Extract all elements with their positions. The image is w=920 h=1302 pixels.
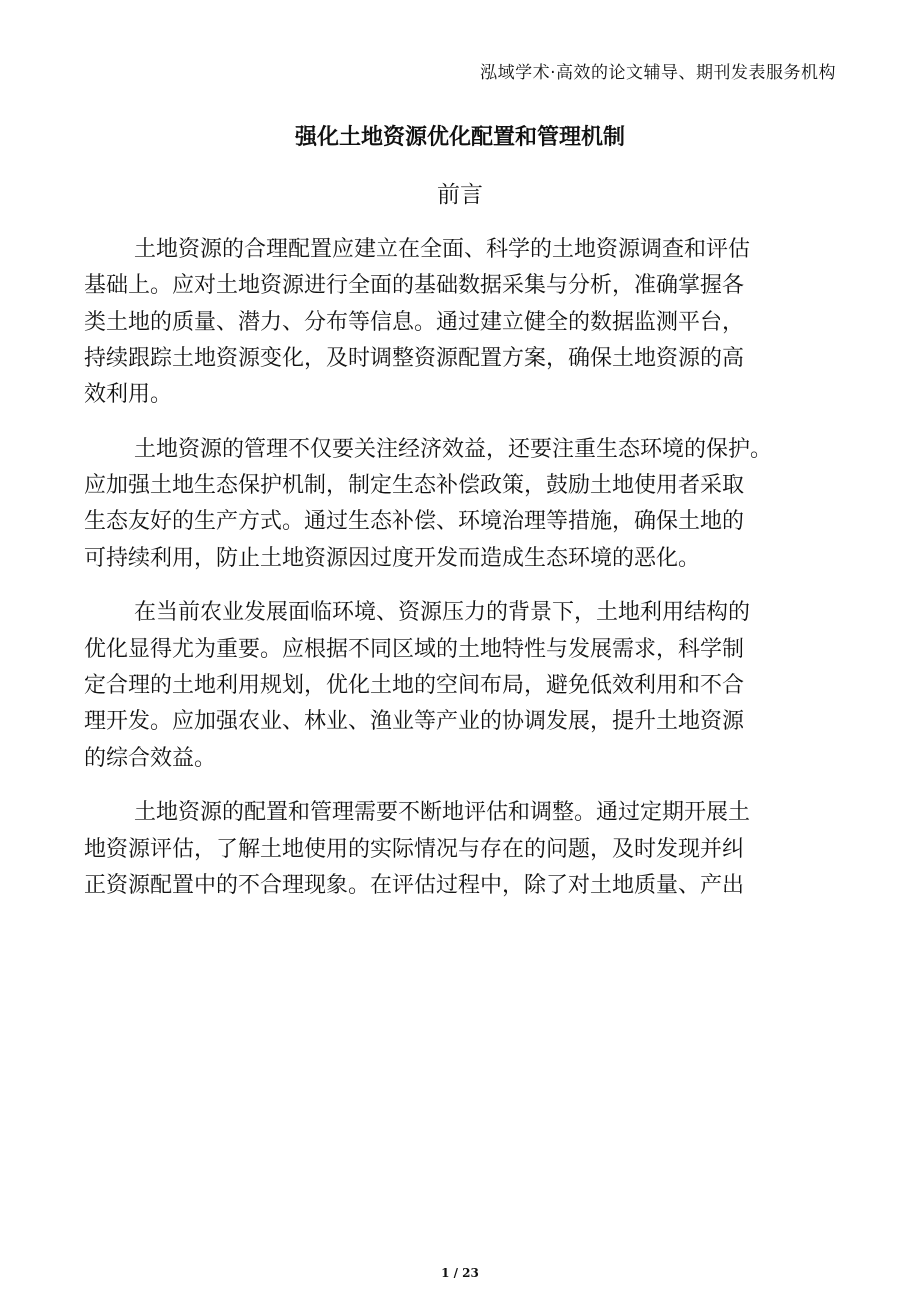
text-line: 在当前农业发展面临环境、资源压力的背景下，土地利用结构的: [134, 600, 751, 626]
page-number: 1 / 23: [441, 1266, 479, 1280]
paragraph: [84, 232, 844, 413]
text-line: 优化显得尤为重要。应根据不同区域的土地特性与发展需求，科学制: [84, 636, 745, 662]
text-line: 正资源配置中的不合理现象。在评估过程中，除了对土地质量、产出: [84, 872, 745, 898]
text-line: 生态友好的生产方式。通过生态补偿、环境治理等措施，确保土地的: [84, 509, 745, 535]
document-title: 强化土地资源优化配置和管理机制: [294, 125, 625, 150]
text-line: 土地资源的配置和管理需要不断地评估和调整。通过定期开展土: [134, 800, 751, 826]
text-line: 应加强土地生态保护机制，制定生态补偿政策，鼓励土地使用者采取: [84, 473, 745, 499]
text-line: 效利用。: [84, 382, 173, 408]
text-line: 理开发。应加强农业、林业、渔业等产业的协调发展，提升土地资源: [84, 709, 745, 735]
text-line: 土地资源的管理不仅要关注经济效益，还要注重生态环境的保护。: [134, 436, 773, 462]
text-line: 定合理的土地利用规划，优化土地的空间布局，避免低效利用和不合: [84, 673, 745, 699]
text-line: 地资源评估，了解土地使用的实际情况与存在的问题，及时发现并纠: [84, 836, 745, 862]
section-heading-preface: 前言: [437, 182, 483, 208]
document-body: [84, 232, 844, 923]
text-line: 类土地的质量、潜力、分布等信息。通过建立健全的数据监测平台，: [84, 309, 745, 335]
paragraph: [84, 595, 844, 776]
text-line: 基础上。应对土地资源进行全面的基础数据采集与分析，准确掌握各: [84, 273, 745, 299]
paragraph: [84, 432, 844, 577]
page-header: 泓域学术·高效的论文辅导、期刊发表服务机构: [480, 63, 836, 83]
paragraph: [84, 795, 844, 904]
text-line: 土地资源的合理配置应建立在全面、科学的土地资源调查和评估: [134, 237, 751, 262]
text-line: 的综合效益。: [84, 745, 217, 771]
text-line: 可持续利用，防止土地资源因过度开发而造成生态环境的恶化。: [84, 545, 701, 571]
text-line: 持续跟踪土地资源变化，及时调整资源配置方案，确保土地资源的高: [84, 345, 745, 371]
